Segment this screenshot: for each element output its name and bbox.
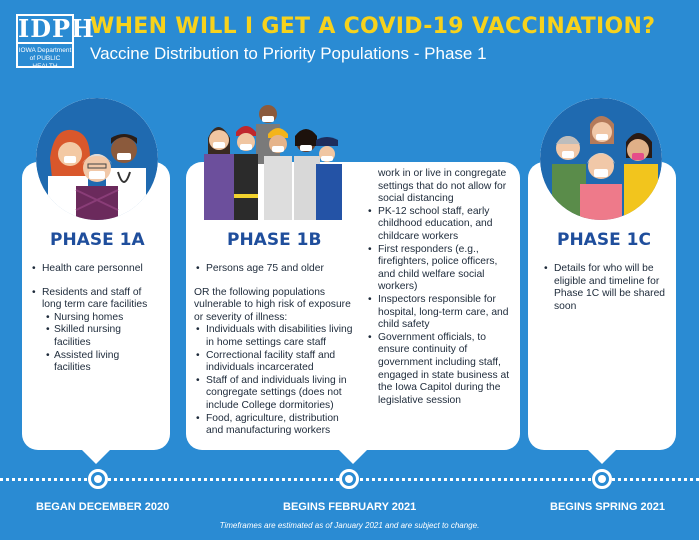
phase-1b-list-right bbox=[366, 168, 514, 407]
list-item: • Inspectors responsible for hospital, long-term care, and child safety bbox=[366, 294, 514, 332]
sub-list-item: • Skilled nursing facilities bbox=[44, 324, 158, 349]
idph-logo bbox=[16, 14, 95, 70]
essential-workers-illustration bbox=[198, 98, 346, 220]
timeline-label-feb: BEGINS FEBRUARY 2021 bbox=[283, 501, 417, 513]
continued-text: work in or live in congregate settings that do not allow for social distancing bbox=[378, 168, 507, 205]
phase-1b-heading: PHASE 1B bbox=[227, 230, 322, 250]
timeline-label-spring: BEGINS SPRING 2021 bbox=[550, 501, 665, 513]
list-item: • First responders (e.g., firefighters, police officers, and child welfare social workers) bbox=[366, 244, 514, 294]
phase-1b-list-left bbox=[194, 263, 354, 438]
logo-wordmark: IDPH bbox=[18, 14, 95, 43]
phase-1a-heading: PHASE 1A bbox=[50, 230, 145, 250]
list-item: • Food, agriculture, distribution and manufacturing workers bbox=[194, 413, 354, 438]
footnote: Timeframes are estimated as of January 2021 and are subject to change. bbox=[219, 521, 480, 530]
list-item: • Health care personnel bbox=[30, 263, 158, 276]
list-item: • Correctional facility staff and individuals incarcerated bbox=[194, 350, 354, 375]
list-item: • Staff of and individuals living in congregate settings (does not include College dormitories) bbox=[194, 375, 354, 413]
list-item: • PK-12 school staff, early childhood education, and childcare workers bbox=[366, 206, 514, 244]
phase-1c-list bbox=[542, 263, 666, 313]
list-item: • Government officials, to ensure continuity of government including staff, engaged in state business at the Iowa Capitol during the legislative session bbox=[366, 332, 514, 408]
page-subtitle: Vaccine Distribution to Priority Populations - Phase 1 bbox=[90, 44, 487, 63]
sub-list-item: • Assisted living facilities bbox=[44, 350, 158, 375]
list-item: • Details for who will be eligible and timeline for Phase 1C will be shared soon bbox=[542, 263, 666, 313]
timeline-label-dec: BEGAN DECEMBER 2020 bbox=[36, 501, 170, 513]
phase-1a-list bbox=[30, 263, 158, 375]
general-public-illustration bbox=[540, 98, 662, 220]
logo-subtext: IOWA Department of PUBLIC HEALTH bbox=[18, 47, 72, 70]
healthcare-workers-illustration bbox=[36, 98, 158, 220]
phase-1b-intro: OR the following populations vulnerable to high risk of exposure or severity of illness: bbox=[194, 286, 351, 323]
timeline-marker-dec bbox=[88, 469, 108, 489]
list-item: • Individuals with disabilities living in home settings care staff bbox=[194, 324, 354, 349]
sub-list-item: • Nursing homes bbox=[44, 312, 158, 325]
phase-1c-heading: PHASE 1C bbox=[557, 230, 651, 250]
timeline-marker-spring bbox=[592, 469, 612, 489]
timeline-marker-feb bbox=[339, 469, 359, 489]
list-item: • Residents and staff of long term care facilities bbox=[30, 287, 158, 312]
list-item: • Persons age 75 and older bbox=[194, 263, 354, 276]
page-title: WHEN WILL I GET A COVID-19 VACCINATION? bbox=[90, 14, 656, 39]
